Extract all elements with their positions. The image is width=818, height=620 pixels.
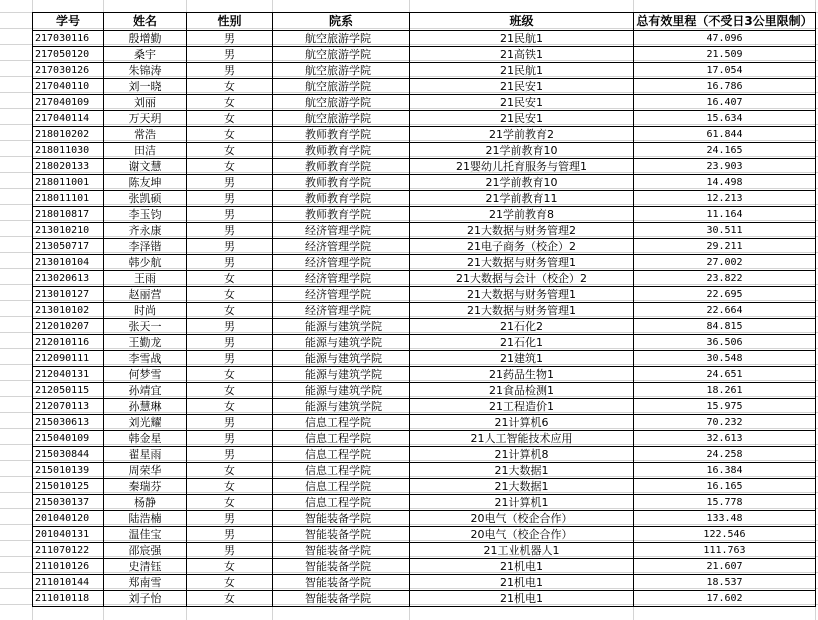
cell-department[interactable]: 航空旅游学院	[273, 47, 410, 63]
cell-student-id[interactable]: 201040131	[33, 527, 104, 543]
cell-department[interactable]: 信息工程学院	[273, 447, 410, 463]
cell-gender[interactable]: 男	[187, 47, 273, 63]
cell-name[interactable]: 何梦雪	[104, 367, 187, 383]
table-row	[33, 591, 816, 607]
cell-department[interactable]: 能源与建筑学院	[273, 383, 410, 399]
table-row	[33, 63, 816, 79]
cell-gender[interactable]: 男	[187, 415, 273, 431]
cell-gender[interactable]: 女	[187, 79, 273, 95]
cell-department[interactable]: 教师教育学院	[273, 143, 410, 159]
cell-name[interactable]: 郑南雪	[104, 575, 187, 591]
cell-class[interactable]: 21人工智能技术应用	[410, 431, 634, 447]
cell-gender[interactable]: 女	[187, 303, 273, 319]
cell-distance[interactable]: 122.546	[634, 527, 816, 543]
cell-student-id[interactable]: 215030844	[33, 447, 104, 463]
cell-student-id[interactable]: 211010118	[33, 591, 104, 607]
cell-gender[interactable]: 男	[187, 543, 273, 559]
table-row	[33, 447, 816, 463]
cell-name[interactable]: 韩少航	[104, 255, 187, 271]
cell-distance[interactable]: 23.903	[634, 159, 816, 175]
cell-name[interactable]: 杨静	[104, 495, 187, 511]
table-row	[33, 431, 816, 447]
cell-name[interactable]: 刘一晓	[104, 79, 187, 95]
cell-student-id[interactable]: 212090111	[33, 351, 104, 367]
table-row	[33, 383, 816, 399]
table-row	[33, 511, 816, 527]
cell-student-id[interactable]: 217040109	[33, 95, 104, 111]
cell-student-id[interactable]: 215040109	[33, 431, 104, 447]
cell-gender[interactable]: 男	[187, 335, 273, 351]
cell-distance[interactable]: 21.607	[634, 559, 816, 575]
cell-name[interactable]: 田洁	[104, 143, 187, 159]
cell-distance[interactable]: 16.384	[634, 463, 816, 479]
cell-name[interactable]: 李玉钧	[104, 207, 187, 223]
cell-department[interactable]: 经济管理学院	[273, 303, 410, 319]
cell-gender[interactable]: 女	[187, 271, 273, 287]
cell-class[interactable]: 21大数据与财务管理1	[410, 255, 634, 271]
cell-gender[interactable]: 男	[187, 447, 273, 463]
cell-distance[interactable]: 27.002	[634, 255, 816, 271]
cell-distance[interactable]: 23.822	[634, 271, 816, 287]
table-row	[33, 479, 816, 495]
cell-name[interactable]: 王雨	[104, 271, 187, 287]
cell-student-id[interactable]: 213010210	[33, 223, 104, 239]
cell-student-id[interactable]: 212010116	[33, 335, 104, 351]
cell-name[interactable]: 韩金星	[104, 431, 187, 447]
cell-department[interactable]: 智能装备学院	[273, 591, 410, 607]
cell-name[interactable]: 秦瑞芬	[104, 479, 187, 495]
cell-gender[interactable]: 女	[187, 127, 273, 143]
cell-class[interactable]: 21民安1	[410, 79, 634, 95]
table-row	[33, 319, 816, 335]
cell-department[interactable]: 教师教育学院	[273, 159, 410, 175]
cell-class[interactable]: 21工业机器人1	[410, 543, 634, 559]
cell-student-id[interactable]: 213020613	[33, 271, 104, 287]
table-row	[33, 47, 816, 63]
table-row	[33, 159, 816, 175]
table-row	[33, 255, 816, 271]
cell-name[interactable]: 周荣华	[104, 463, 187, 479]
cell-student-id[interactable]: 217040110	[33, 79, 104, 95]
cell-gender[interactable]: 女	[187, 399, 273, 415]
table-row	[33, 143, 816, 159]
header-student-id[interactable]: 学号	[33, 13, 104, 31]
cell-student-id[interactable]: 218010202	[33, 127, 104, 143]
cell-name[interactable]: 齐永康	[104, 223, 187, 239]
cell-department[interactable]: 教师教育学院	[273, 175, 410, 191]
header-class[interactable]: 班级	[410, 13, 634, 31]
cell-gender[interactable]: 男	[187, 239, 273, 255]
cell-distance[interactable]: 16.786	[634, 79, 816, 95]
cell-department[interactable]: 教师教育学院	[273, 207, 410, 223]
cell-class[interactable]: 21大数据1	[410, 463, 634, 479]
cell-student-id[interactable]: 218010817	[33, 207, 104, 223]
cell-student-id[interactable]: 211010144	[33, 575, 104, 591]
cell-name[interactable]: 陈友坤	[104, 175, 187, 191]
cell-department[interactable]: 智能装备学院	[273, 575, 410, 591]
cell-class[interactable]: 21机电1	[410, 559, 634, 575]
table-row	[33, 31, 816, 47]
cell-class[interactable]: 21大数据与财务管理2	[410, 223, 634, 239]
cell-class[interactable]: 21民航1	[410, 31, 634, 47]
cell-class[interactable]: 21民安1	[410, 95, 634, 111]
cell-student-id[interactable]: 217050120	[33, 47, 104, 63]
cell-class[interactable]: 21学前教育10	[410, 175, 634, 191]
table-row	[33, 495, 816, 511]
cell-student-id[interactable]: 215010139	[33, 463, 104, 479]
cell-department[interactable]: 信息工程学院	[273, 479, 410, 495]
table-row	[33, 271, 816, 287]
cell-gender[interactable]: 女	[187, 367, 273, 383]
cell-student-id[interactable]: 217030126	[33, 63, 104, 79]
table-row	[33, 239, 816, 255]
cell-gender[interactable]: 男	[187, 255, 273, 271]
cell-student-id[interactable]: 213010104	[33, 255, 104, 271]
cell-department[interactable]: 航空旅游学院	[273, 63, 410, 79]
cell-distance[interactable]: 84.815	[634, 319, 816, 335]
cell-gender[interactable]: 男	[187, 431, 273, 447]
cell-name[interactable]: 陆浩楠	[104, 511, 187, 527]
cell-distance[interactable]: 61.844	[634, 127, 816, 143]
cell-name[interactable]: 王勤龙	[104, 335, 187, 351]
cell-gender[interactable]: 女	[187, 559, 273, 575]
table-row	[33, 351, 816, 367]
cell-department[interactable]: 航空旅游学院	[273, 79, 410, 95]
cell-class[interactable]: 21计算机6	[410, 415, 634, 431]
cell-department[interactable]: 航空旅游学院	[273, 95, 410, 111]
table-row	[33, 175, 816, 191]
cell-distance[interactable]: 17.602	[634, 591, 816, 607]
cell-student-id[interactable]: 212010207	[33, 319, 104, 335]
cell-gender[interactable]: 男	[187, 511, 273, 527]
table-row	[33, 79, 816, 95]
cell-name[interactable]: 殷增勤	[104, 31, 187, 47]
cell-class[interactable]: 21计算机1	[410, 495, 634, 511]
cell-gender[interactable]: 男	[187, 223, 273, 239]
cell-distance[interactable]: 16.407	[634, 95, 816, 111]
cell-department[interactable]: 经济管理学院	[273, 287, 410, 303]
cell-class[interactable]: 21建筑1	[410, 351, 634, 367]
cell-department[interactable]: 信息工程学院	[273, 495, 410, 511]
cell-student-id[interactable]: 215030137	[33, 495, 104, 511]
cell-distance[interactable]: 36.506	[634, 335, 816, 351]
cell-department[interactable]: 经济管理学院	[273, 255, 410, 271]
cell-student-id[interactable]: 211070122	[33, 543, 104, 559]
cell-gender[interactable]: 女	[187, 143, 273, 159]
cell-gender[interactable]: 男	[187, 31, 273, 47]
cell-gender[interactable]: 男	[187, 527, 273, 543]
cell-distance[interactable]: 22.664	[634, 303, 816, 319]
cell-name[interactable]: 常浩	[104, 127, 187, 143]
cell-name[interactable]: 孙慧琳	[104, 399, 187, 415]
table-row	[33, 415, 816, 431]
cell-distance[interactable]: 70.232	[634, 415, 816, 431]
cell-distance[interactable]: 24.165	[634, 143, 816, 159]
cell-distance[interactable]: 18.261	[634, 383, 816, 399]
cell-distance[interactable]: 29.211	[634, 239, 816, 255]
table-row	[33, 95, 816, 111]
cell-student-id[interactable]: 212050115	[33, 383, 104, 399]
cell-class[interactable]: 21机电1	[410, 575, 634, 591]
cell-student-id[interactable]: 201040120	[33, 511, 104, 527]
cell-distance[interactable]: 22.695	[634, 287, 816, 303]
cell-student-id[interactable]: 217040114	[33, 111, 104, 127]
cell-class[interactable]: 21食品检测1	[410, 383, 634, 399]
cell-student-id[interactable]: 215010125	[33, 479, 104, 495]
cell-student-id[interactable]: 218020133	[33, 159, 104, 175]
cell-name[interactable]: 温佳宝	[104, 527, 187, 543]
table-row	[33, 191, 816, 207]
cell-department[interactable]: 智能装备学院	[273, 527, 410, 543]
cell-student-id[interactable]: 218011101	[33, 191, 104, 207]
cell-distance[interactable]: 24.651	[634, 367, 816, 383]
cell-gender[interactable]: 女	[187, 111, 273, 127]
cell-gender[interactable]: 女	[187, 383, 273, 399]
cell-department[interactable]: 能源与建筑学院	[273, 367, 410, 383]
table-row	[33, 399, 816, 415]
cell-name[interactable]: 谢文慧	[104, 159, 187, 175]
cell-student-id[interactable]: 212040131	[33, 367, 104, 383]
cell-class[interactable]: 20电气（校企合作）	[410, 527, 634, 543]
table-row	[33, 543, 816, 559]
cell-department[interactable]: 智能装备学院	[273, 559, 410, 575]
cell-department[interactable]: 智能装备学院	[273, 511, 410, 527]
cell-department[interactable]: 经济管理学院	[273, 271, 410, 287]
cell-gender[interactable]: 男	[187, 319, 273, 335]
cell-class[interactable]: 21大数据与会计（校企）2	[410, 271, 634, 287]
cell-department[interactable]: 经济管理学院	[273, 239, 410, 255]
cell-gender[interactable]: 女	[187, 575, 273, 591]
cell-gender[interactable]: 男	[187, 207, 273, 223]
cell-class[interactable]: 21民航1	[410, 63, 634, 79]
cell-distance[interactable]: 12.213	[634, 191, 816, 207]
cell-distance[interactable]: 32.613	[634, 431, 816, 447]
cell-distance[interactable]: 133.48	[634, 511, 816, 527]
cell-department[interactable]: 经济管理学院	[273, 223, 410, 239]
table-row	[33, 111, 816, 127]
cell-gender[interactable]: 女	[187, 159, 273, 175]
cell-class[interactable]: 21药品生物1	[410, 367, 634, 383]
cell-department[interactable]: 教师教育学院	[273, 191, 410, 207]
header-distance[interactable]: 总有效里程（不受日3公里限制）	[634, 13, 816, 31]
cell-name[interactable]: 李雪战	[104, 351, 187, 367]
cell-distance[interactable]: 15.975	[634, 399, 816, 415]
cell-class[interactable]: 21学前教育11	[410, 191, 634, 207]
cell-class[interactable]: 21工程造价1	[410, 399, 634, 415]
cell-distance[interactable]: 21.509	[634, 47, 816, 63]
cell-gender[interactable]: 女	[187, 591, 273, 607]
cell-distance[interactable]: 47.096	[634, 31, 816, 47]
cell-student-id[interactable]: 212070113	[33, 399, 104, 415]
cell-student-id[interactable]: 211010126	[33, 559, 104, 575]
header-gender[interactable]: 性别	[187, 13, 273, 31]
cell-class[interactable]: 21学前教育2	[410, 127, 634, 143]
cell-distance[interactable]: 30.548	[634, 351, 816, 367]
cell-name[interactable]: 时尚	[104, 303, 187, 319]
cell-name[interactable]: 刘光耀	[104, 415, 187, 431]
cell-student-id[interactable]: 213010127	[33, 287, 104, 303]
cell-class[interactable]: 21石化2	[410, 319, 634, 335]
cell-department[interactable]: 能源与建筑学院	[273, 399, 410, 415]
cell-name[interactable]: 李泽锴	[104, 239, 187, 255]
cell-department[interactable]: 教师教育学院	[273, 127, 410, 143]
cell-class[interactable]: 21学前教育8	[410, 207, 634, 223]
cell-class[interactable]: 21大数据与财务管理1	[410, 303, 634, 319]
table-row	[33, 207, 816, 223]
cell-distance[interactable]: 30.511	[634, 223, 816, 239]
cell-student-id[interactable]: 213010102	[33, 303, 104, 319]
cell-class[interactable]: 21大数据1	[410, 479, 634, 495]
cell-distance[interactable]: 14.498	[634, 175, 816, 191]
table-row	[33, 527, 816, 543]
cell-distance[interactable]: 15.778	[634, 495, 816, 511]
cell-class[interactable]: 21高铁1	[410, 47, 634, 63]
cell-name[interactable]: 赵丽营	[104, 287, 187, 303]
cell-class[interactable]: 21婴幼儿托育服务与管理1	[410, 159, 634, 175]
cell-name[interactable]: 史清钰	[104, 559, 187, 575]
cell-department[interactable]: 航空旅游学院	[273, 111, 410, 127]
cell-gender[interactable]: 女	[187, 495, 273, 511]
cell-name[interactable]: 邵宸强	[104, 543, 187, 559]
cell-class[interactable]: 21学前教育10	[410, 143, 634, 159]
cell-name[interactable]: 翟星雨	[104, 447, 187, 463]
cell-name[interactable]: 朱锦涛	[104, 63, 187, 79]
cell-name[interactable]: 孙靖宜	[104, 383, 187, 399]
cell-name[interactable]: 刘丽	[104, 95, 187, 111]
cell-student-id[interactable]: 213050717	[33, 239, 104, 255]
header-department[interactable]: 院系	[273, 13, 410, 31]
header-name[interactable]: 姓名	[104, 13, 187, 31]
cell-department[interactable]: 智能装备学院	[273, 543, 410, 559]
cell-distance[interactable]: 111.763	[634, 543, 816, 559]
cell-distance[interactable]: 16.165	[634, 479, 816, 495]
cell-gender[interactable]: 男	[187, 351, 273, 367]
cell-student-id[interactable]: 218011030	[33, 143, 104, 159]
table-row	[33, 559, 816, 575]
table-row	[33, 287, 816, 303]
cell-class[interactable]: 21计算机8	[410, 447, 634, 463]
cell-distance[interactable]: 24.258	[634, 447, 816, 463]
cell-name[interactable]: 张凯硕	[104, 191, 187, 207]
cell-name[interactable]: 刘子怡	[104, 591, 187, 607]
cell-department[interactable]: 信息工程学院	[273, 415, 410, 431]
cell-name[interactable]: 万天玥	[104, 111, 187, 127]
cell-student-id[interactable]: 218011001	[33, 175, 104, 191]
table-row	[33, 127, 816, 143]
cell-department[interactable]: 信息工程学院	[273, 431, 410, 447]
cell-distance[interactable]: 15.634	[634, 111, 816, 127]
table-row	[33, 463, 816, 479]
cell-department[interactable]: 能源与建筑学院	[273, 319, 410, 335]
cell-department[interactable]: 能源与建筑学院	[273, 351, 410, 367]
cell-gender[interactable]: 女	[187, 479, 273, 495]
cell-department[interactable]: 航空旅游学院	[273, 31, 410, 47]
cell-gender[interactable]: 女	[187, 287, 273, 303]
cell-department[interactable]: 能源与建筑学院	[273, 335, 410, 351]
cell-class[interactable]: 21大数据与财务管理1	[410, 287, 634, 303]
table-row	[33, 223, 816, 239]
cell-student-id[interactable]: 215030613	[33, 415, 104, 431]
cell-gender[interactable]: 女	[187, 463, 273, 479]
cell-class[interactable]: 20电气（校企合作）	[410, 511, 634, 527]
cell-class[interactable]: 21民安1	[410, 111, 634, 127]
cell-class[interactable]: 21机电1	[410, 591, 634, 607]
header-row	[33, 13, 816, 31]
cell-name[interactable]: 桑宇	[104, 47, 187, 63]
cell-class[interactable]: 21石化1	[410, 335, 634, 351]
cell-student-id[interactable]: 217030116	[33, 31, 104, 47]
cell-department[interactable]: 信息工程学院	[273, 463, 410, 479]
table-row	[33, 575, 816, 591]
cell-distance[interactable]: 18.537	[634, 575, 816, 591]
cell-gender[interactable]: 女	[187, 95, 273, 111]
table-row	[33, 303, 816, 319]
cell-name[interactable]: 张天一	[104, 319, 187, 335]
table-row	[33, 335, 816, 351]
cell-gender[interactable]: 男	[187, 191, 273, 207]
cell-gender[interactable]: 男	[187, 175, 273, 191]
cell-distance[interactable]: 11.164	[634, 207, 816, 223]
ranking-table	[32, 12, 816, 607]
cell-class[interactable]: 21电子商务（校企）2	[410, 239, 634, 255]
cell-gender[interactable]: 男	[187, 63, 273, 79]
table-row	[33, 367, 816, 383]
cell-distance[interactable]: 17.054	[634, 63, 816, 79]
